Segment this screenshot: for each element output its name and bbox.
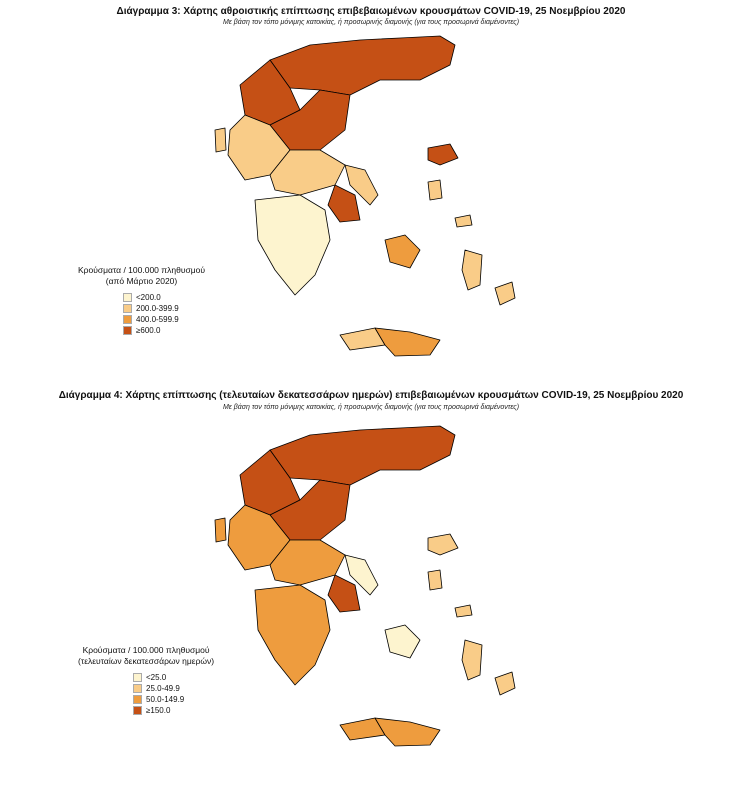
- legend-swatch: [133, 673, 142, 682]
- legend-label: ≥600.0: [136, 326, 161, 335]
- map2-legend: [78, 645, 214, 716]
- region-rhodes: [495, 282, 515, 305]
- legend-label: 400.0-599.9: [136, 315, 179, 324]
- region-crete-east: [375, 328, 440, 356]
- map2-legend-item: [133, 705, 214, 716]
- legend-swatch: [123, 326, 132, 335]
- legend-swatch: [133, 695, 142, 704]
- legend-label: 200.0-399.9: [136, 304, 179, 313]
- region-chios: [428, 180, 442, 200]
- legend-label: 50.0-149.9: [146, 695, 185, 704]
- region-cyclades: [385, 625, 420, 658]
- map2-legend-item: [133, 694, 214, 705]
- map2-legend-subtitle: (τελευταίων δεκατεσσάρων ημερών): [78, 656, 215, 666]
- legend-label: ≥150.0: [146, 706, 171, 715]
- region-ionian-corfu: [215, 518, 226, 542]
- map2-greece: [0, 390, 742, 790]
- legend-swatch: [133, 684, 142, 693]
- legend-swatch: [123, 293, 132, 302]
- map1-legend-title: Κρούσματα / 100.000 πληθυσμού: [78, 265, 205, 275]
- region-samos: [455, 215, 472, 227]
- region-thrace-macedonia-north: [270, 36, 455, 95]
- map2-legend-title: Κρούσματα / 100.000 πληθυσμού: [82, 645, 210, 655]
- map1-legend: [78, 265, 205, 336]
- region-crete-east: [375, 718, 440, 746]
- region-peloponnese: [255, 195, 330, 295]
- region-thrace-macedonia-north: [270, 426, 455, 485]
- region-cyclades: [385, 235, 420, 268]
- legend-label: <25.0: [146, 673, 167, 682]
- map2-title: Διάγραμμα 4: Χάρτης επίπτωσης (τελευταίων δεκατεσσάρων ημερών) επιβεβαιωμένων κρουσμάτων COVID-19, 25 Νοεμβρίου 2020: [58, 390, 684, 401]
- legend-label: 25.0-49.9: [146, 684, 180, 693]
- region-lesvos: [428, 144, 458, 165]
- map1-legend-subtitle: (από Μάρτιο 2020): [105, 276, 178, 286]
- map1-legend-item: [123, 314, 205, 325]
- map1-legend-item: [123, 292, 205, 303]
- region-lesvos: [428, 534, 458, 555]
- legend-swatch: [133, 706, 142, 715]
- region-ionian-corfu: [215, 128, 226, 152]
- legend-swatch: [123, 315, 132, 324]
- map1-legend-item: [123, 325, 205, 336]
- region-rhodes: [495, 672, 515, 695]
- map2-legend-item: [133, 683, 214, 694]
- map2-subtitle: Με βάση τον τόπο μόνιμης κατοικίας, ή προσωρινής διαμονής (για τους προσωρινά διαμένοντες): [222, 404, 520, 411]
- map1-title: Διάγραμμα 3: Χάρτης αθροιστικής επίπτωσης επιβεβαιωμένων κρουσμάτων COVID-19, 25 Νοεμβρίου 2020: [116, 6, 626, 17]
- map1-subtitle: Με βάση τον τόπο μόνιμης κατοικίας, ή προσωρινής διαμονής (για τους προσωρινά διαμένοντες): [222, 19, 520, 26]
- region-samos: [455, 605, 472, 617]
- region-dodecanese: [462, 640, 482, 680]
- legend-label: <200.0: [136, 293, 161, 302]
- map2-legend-item: [133, 672, 214, 683]
- region-dodecanese: [462, 250, 482, 290]
- legend-swatch: [123, 304, 132, 313]
- map1-legend-item: [123, 303, 205, 314]
- region-peloponnese: [255, 585, 330, 685]
- region-chios: [428, 570, 442, 590]
